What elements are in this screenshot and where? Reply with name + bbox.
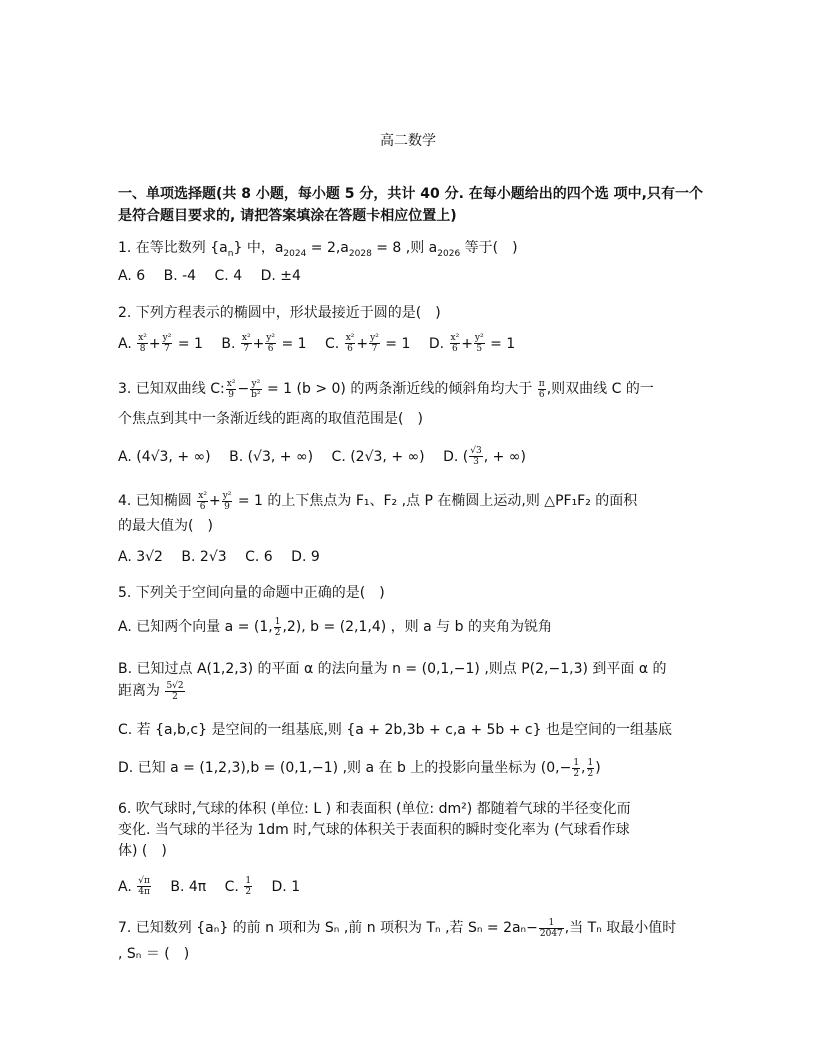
q3-option-b[interactable]: B. (√3, + ∞) (229, 448, 314, 465)
q6-a-d: 4π (138, 887, 150, 897)
q3-f2-d: b² (251, 389, 261, 400)
q2-b-frac2 (265, 333, 276, 354)
q5-d-mid: , (581, 760, 586, 776)
q2-a-plus: + (148, 335, 161, 352)
q2-b-d1: 7 (243, 344, 250, 354)
q5-b-fd: 2 (172, 691, 178, 702)
q5-d-frac2 (587, 758, 595, 779)
q3-frac-y (250, 379, 261, 400)
q1-text-e: 等于( ) (460, 240, 518, 256)
q3-f3-d: 6 (538, 389, 545, 400)
q2-a-d1: 8 (139, 344, 146, 354)
q2-d-d1: 6 (451, 344, 458, 354)
q4-f1-n: x² (198, 490, 207, 501)
q2-a-n1: x² (138, 333, 147, 343)
q3-option-a[interactable]: A. (4√3, + ∞) (118, 448, 211, 465)
q3-frac-pi (538, 379, 546, 400)
q5-b-frac (165, 681, 184, 702)
q4-option-b[interactable]: B. 2√3 (181, 549, 227, 565)
q3-d-label: D. (443, 448, 459, 465)
q4-text-1: 4. 已知椭圆 (118, 493, 192, 509)
q2-label-b: B. (221, 335, 236, 352)
q5-d-fn2: 1 (587, 757, 594, 768)
question-6-line1: 6. 吹气球时,气球的体积 (单位: L ) 和表面积 (单位: dm²) 都随着气球的半径变化而 (118, 801, 631, 817)
q2-b-n1: x² (241, 333, 251, 343)
q2-label-a: A. (118, 335, 132, 352)
q2-c-frac1 (345, 333, 356, 354)
q2-c-d2: 7 (371, 344, 378, 354)
q6-c-frac (244, 876, 252, 897)
q7-text-2: ,当 Tₙ 取最小值时 (564, 920, 677, 936)
question-6-options (118, 876, 718, 897)
q2-option-b[interactable] (221, 333, 307, 354)
q5-option-a[interactable] (118, 616, 718, 638)
q6-option-a[interactable] (118, 876, 152, 897)
q1-sub-2026: 2026 (437, 248, 461, 259)
q1-text-a: 1. 在等比数列 {a (118, 240, 228, 256)
q2-label-c: C. (325, 335, 340, 352)
question-5-stem: 5. 下列关于空间向量的命题中正确的是( ) (118, 585, 385, 601)
question-1-stem (118, 237, 718, 259)
q3-f2-n: y² (251, 378, 261, 389)
q2-d-frac1 (450, 333, 461, 354)
q2-b-frac1 (241, 333, 252, 354)
q2-c-n2: y² (370, 333, 379, 343)
q5-option-b-line2 (118, 680, 718, 702)
q1-option-b[interactable]: B. -4 (163, 268, 197, 284)
q2-option-d[interactable] (428, 333, 516, 354)
q6-a-frac (137, 876, 151, 897)
q2-d-d2: 5 (476, 344, 483, 354)
q3-d-open: ( (462, 448, 469, 465)
question-1-options (118, 268, 718, 284)
q2-b-d2: 6 (267, 344, 274, 354)
q2-label-d: D. (428, 335, 445, 352)
q1-option-c[interactable]: C. 4 (214, 268, 243, 284)
q2-a-d2: 7 (164, 344, 170, 354)
q2-a-n2: y² (162, 333, 172, 343)
question-4-options (118, 549, 718, 565)
section-heading: 一、单项选择题(共 8 小题，每小题 5 分，共计 40 分. 在每小题给出的四个选 项中,只有一个是符合题目要求的, 请把答案填涂在答题卡相应位置上) (118, 186, 703, 224)
question-4-stem-line2: 的最大值为( ) (118, 518, 213, 534)
question-3-stem (118, 378, 718, 400)
q2-c-plus: + (356, 335, 369, 352)
q6-c-d: 2 (245, 887, 252, 897)
question-6-line3: 体) ( ) (118, 843, 167, 859)
q2-d-rhs: = 1 (490, 335, 516, 352)
q3-option-d[interactable] (443, 446, 526, 467)
q4-f2-d: 9 (224, 501, 230, 512)
q2-option-c[interactable] (325, 333, 411, 354)
q6-option-c[interactable] (224, 876, 253, 897)
question-7-stem (118, 917, 718, 939)
q4-plus: + (208, 493, 221, 509)
q5-option-b[interactable] (118, 658, 718, 678)
q2-b-rhs: = 1 (281, 335, 307, 352)
q3-f3-n: π (538, 378, 545, 389)
q5-d-fn1: 1 (573, 757, 580, 768)
q2-a-rhs: = 1 (177, 335, 203, 352)
q2-d-n1: x² (450, 333, 460, 343)
q1-sub-2028: 2028 (348, 248, 372, 259)
q4-option-c[interactable]: C. 6 (245, 549, 273, 565)
q1-option-d[interactable]: D. ±4 (260, 268, 301, 284)
q7-text-1: 7. 已知数列 {aₙ} 的前 n 项和为 Sₙ ,前 n 项积为 Tₙ ,若 Sₙ = 2aₙ− (118, 920, 538, 936)
q4-option-a[interactable]: A. 3√2 (118, 549, 163, 565)
q1-text-d: = 8 ,则 a (371, 240, 438, 256)
q4-option-d[interactable]: D. 9 (291, 549, 320, 565)
q3-minus: − (237, 381, 250, 397)
q2-a-frac2 (162, 333, 173, 354)
q3-d-frac (469, 446, 482, 467)
q6-c-label: C. (224, 878, 239, 895)
q2-a-frac1 (137, 333, 148, 354)
q1-text-b: } 中，a (233, 240, 284, 256)
q4-frac-x (197, 491, 208, 512)
q3-f1-n: x² (226, 378, 236, 389)
q5-b-text-1: B. 已知过点 A(1,2,3) 的平面 α 的法向量为 n = (0,1,−1) ,则点 P(2,−1,3) 到平面 α 的 (118, 661, 667, 677)
q3-frac-x (226, 379, 237, 400)
page-title: 高二数学 (380, 133, 436, 149)
q7-fn: 1 (539, 918, 564, 929)
q7-frac (539, 918, 564, 939)
q2-d-frac2 (474, 333, 485, 354)
q1-option-a[interactable]: A. 6 (118, 268, 146, 284)
q3-d-n: √3 (470, 446, 482, 456)
q6-option-d[interactable]: D. 1 (271, 878, 301, 895)
q5-option-d[interactable] (118, 757, 718, 779)
q6-a-label: A. (118, 878, 132, 895)
q5-d-fd1: 2 (573, 768, 580, 779)
q3-d-tail: , + ∞) (483, 448, 526, 465)
q2-c-n1: x² (345, 333, 355, 343)
q5-a-text-2: ,2), b = (2,1,4) ，则 a 与 b 的夹角为锐角 (282, 619, 552, 635)
question-7-stem-line2: , Sₙ ＝ ( ) (118, 946, 190, 962)
q2-b-plus: + (252, 335, 265, 352)
q5-a-text-1: A. 已知两个向量 a = (1, (118, 619, 273, 635)
q5-d-text-1: D. 已知 a = (1,2,3),b = (0,1,−1) ,则 a 在 b 上的投影向量坐标为 (0,− (118, 760, 572, 776)
q2-option-a[interactable] (118, 333, 203, 354)
q6-c-n: 1 (245, 876, 252, 886)
q2-d-n2: y² (474, 333, 484, 343)
q6-option-b[interactable]: B. 4π (170, 878, 207, 895)
q1-sub-n: n (227, 248, 234, 259)
question-2-stem: 2. 下列方程表示的椭圆中，形状最接近于圆的是( ) (118, 305, 441, 321)
q2-c-d1: 6 (347, 344, 353, 354)
q5-option-c[interactable]: C. 若 {a,b,c} 是空间的一组基底,则 {a + 2b,3b + c,a + 5b + c} 也是空间的一组基底 (118, 722, 672, 738)
q3-text-3: ,则双曲线 C 的一 (546, 381, 654, 397)
q5-d-tail: ) (595, 760, 601, 776)
q1-sub-2024: 2024 (283, 248, 307, 259)
q4-text-2: = 1 的上下焦点为 F₁、F₂ ,点 P 在椭圆上运动,则 △PF₁F₂ 的面积 (237, 493, 638, 509)
q5-b-text-2: 距离为 (118, 683, 160, 699)
q5-b-fn: 5√2 (166, 680, 184, 691)
q2-d-plus: + (461, 335, 473, 352)
q4-frac-y (222, 491, 233, 512)
q4-f2-n: y² (222, 490, 232, 501)
q1-text-c: = 2,a (306, 240, 349, 256)
q5-d-fd2: 2 (587, 768, 594, 779)
q3-text-1: 3. 已知双曲线 C: (118, 381, 225, 397)
question-3-stem-line2: 个焦点到其中一条渐近线的距离的取值范围是( ) (118, 411, 423, 427)
question-6-line2: 变化. 当气球的半径为 1dm 时,气球的体积关于表面积的瞬时变化率为 (气球看作球 (118, 822, 630, 838)
question-4-stem (118, 490, 718, 512)
q6-a-n: √π (138, 876, 150, 886)
q4-f1-d: 6 (199, 501, 206, 512)
q5-a-fd: 2 (274, 627, 281, 638)
q7-fd: 2047 (539, 928, 563, 939)
q2-c-rhs: = 1 (385, 335, 411, 352)
q3-text-2: = 1 (b > 0) 的两条渐近线的倾斜角均大于 (262, 381, 533, 397)
q2-c-frac2 (369, 333, 380, 354)
q3-option-c[interactable]: C. (2√3, + ∞) (331, 448, 425, 465)
question-3-options (118, 446, 718, 467)
q3-f1-d: 9 (228, 389, 234, 400)
q5-a-frac (274, 617, 282, 638)
question-2-options (118, 333, 718, 354)
q5-d-frac1 (572, 758, 580, 779)
q3-d-d: 3 (473, 457, 479, 467)
q5-a-fn: 1 (274, 616, 281, 627)
q2-b-n2: y² (266, 333, 275, 343)
